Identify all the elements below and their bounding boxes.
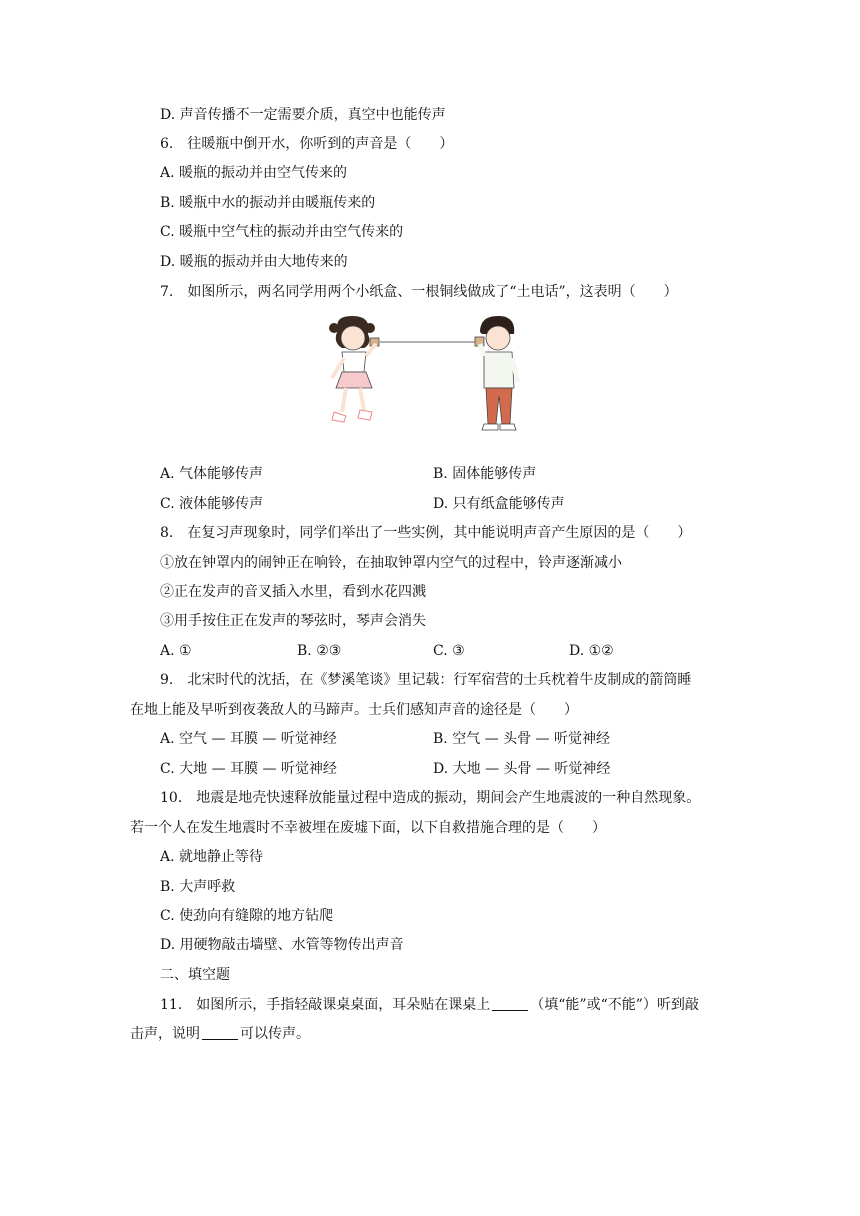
q9-stem-line-2: 在地上能及早听到夜袭敌人的马蹄声。士兵们感知声音的途径是（ ） [130, 702, 578, 718]
q9-stem-line-1: 9. 北宋时代的沈括，在《梦溪笔谈》里记载：行军宿营的士兵枕着牛皮制成的箭筒睡 [160, 672, 692, 688]
section-heading-fill-in: 二、填空题 [160, 967, 230, 983]
q6-option-a: A. 暖瓶的振动并由空气传来的 [160, 165, 348, 181]
q9-option-d: D. 大地 — 头骨 — 听觉神经 [433, 761, 611, 777]
q7-option-c: C. 液体能够传声 [160, 496, 264, 512]
q8-option-b: B. ②③ [297, 643, 342, 659]
q11-stem-line-2 [130, 1024, 310, 1044]
q11-text-part-4: 可以传声。 [240, 1026, 310, 1042]
q8-option-d: D. ①② [569, 643, 614, 659]
q8-statement-1: ①放在钟罩内的闹钟正在响铃，在抽取钟罩内空气的过程中，铃声逐渐减小 [160, 555, 622, 571]
q8-statement-2: ②正在发声的音叉插入水里，看到水花四溅 [160, 584, 426, 600]
q10-option-d: D. 用硬物敲击墙壁、水管等物传出声音 [160, 937, 404, 953]
girl-figure [329, 316, 379, 422]
q8-statement-3: ③用手按住正在发声的琴弦时，琴声会消失 [160, 613, 426, 629]
q11-text-part-2: （填“能”或“不能”）听到敲 [530, 997, 699, 1013]
boy-figure [475, 316, 518, 430]
q6-option-d: D. 暖瓶的振动并由大地传来的 [160, 254, 348, 270]
q11-blank-1 [492, 996, 528, 1011]
q10-stem-line-2: 若一个人在发生地震时不幸被埋在废墟下面，以下自救措施合理的是（ ） [130, 820, 606, 836]
q8-option-c: C. ③ [433, 643, 465, 659]
q9-option-a: A. 空气 — 耳膜 — 听觉神经 [160, 731, 337, 747]
q7-stem: 7. 如图所示，两名同学用两个小纸盒、一根铜线做成了“土电话”，这表明（ ） [160, 284, 678, 300]
q11-blank-2 [202, 1025, 238, 1040]
q8-option-a: A. ① [160, 643, 192, 659]
q9-option-c: C. 大地 — 耳膜 — 听觉神经 [160, 761, 337, 777]
q11-text-part-1: 11. 如图所示，手指轻敲课桌桌面，耳朵贴在课桌上 [160, 997, 491, 1013]
q8-stem: 8. 在复习声现象时，同学们举出了一些实例，其中能说明声音产生原因的是（ ） [160, 525, 692, 541]
q7-option-b: B. 固体能够传声 [433, 466, 537, 482]
q7-option-a: A. 气体能够传声 [160, 466, 264, 482]
q6-stem: 6. 往暖瓶中倒开水，你听到的声音是（ ） [160, 136, 454, 152]
q10-option-a: A. 就地静止等待 [160, 849, 264, 865]
q9-option-b: B. 空气 — 头骨 — 听觉神经 [433, 731, 610, 747]
q11-stem-line-1 [160, 995, 699, 1015]
q6-option-c: C. 暖瓶中空气柱的振动并由空气传来的 [160, 224, 404, 240]
q5-option-d: D. 声音传播不一定需要介质，真空中也能传声 [160, 107, 446, 123]
q10-option-c: C. 使劲向有缝隙的地方钻爬 [160, 908, 334, 924]
string-telephone-illustration [320, 312, 540, 436]
q11-text-part-3: 击声，说明 [130, 1026, 200, 1042]
q7-option-d: D. 只有纸盒能够传声 [433, 496, 565, 512]
q10-option-b: B. 大声呼救 [160, 879, 236, 895]
q10-stem-line-1: 10. 地震是地壳快速释放能量过程中造成的振动，期间会产生地震波的一种自然现象。 [160, 790, 701, 806]
q6-option-b: B. 暖瓶中水的振动并由暖瓶传来的 [160, 195, 376, 211]
